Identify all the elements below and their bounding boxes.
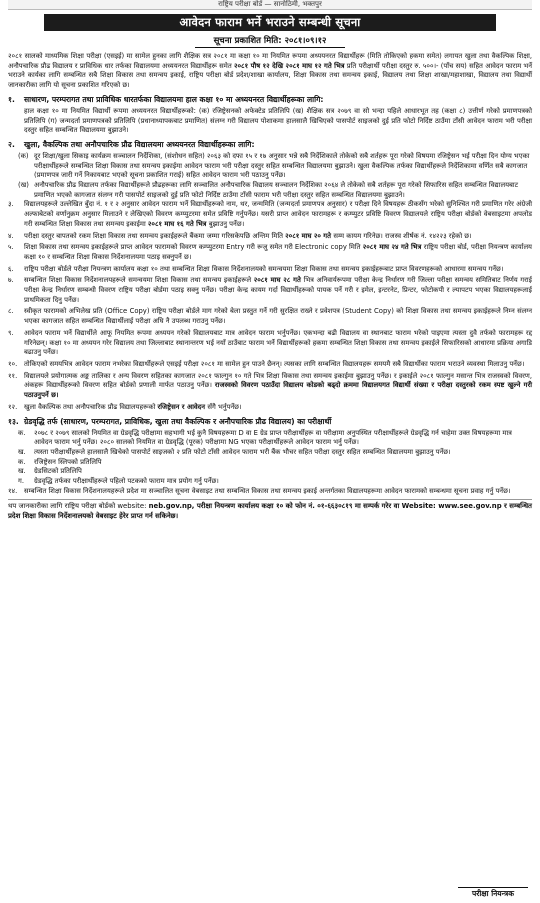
- subitem: [18, 181, 532, 200]
- section-subitems: [8, 152, 532, 201]
- section-body: आवेदन फाराम भर्ने विद्यार्थीले आफू नियमित रूपमा अध्ययन गरेको विद्यालयबाट मात्र आवेदन फाराम भर्नुपर्नेछ। एकभन्दा बढी विद्यालय वा स्थानबाट फाराम भरेको पाइएमा त्यस्ता दुवै तर्फको फारामहरू रद्द गरिनेछन्। कक्षा १० मा अध्ययन गरेर विद्यालय तथा जिल्लाबाट स्थानान्तरण भई नयाँ ठाउँबाट फाराम भर्ने विद्यार्थीहरूको हकमा सम्बन्धित शिक्षा विकास तथा समन्वय इकाईले सिफारिसको आधारमा प्रक्रिया अगाडि बढाउनु पर्नेछ।: [24, 328, 532, 357]
- section-text: [24, 487, 532, 497]
- section-body-2: सम्म कायम गरिनेछ। राजस्व शीर्षक नं. १४२२३ रहेको छ।: [333, 231, 472, 240]
- section-highlight: २०८१ माघ १६ गते भित्र: [147, 219, 209, 228]
- section-text: [24, 307, 532, 326]
- subitem-key: क.: [18, 428, 26, 437]
- section-text: [24, 200, 532, 229]
- subitem-key: ख.: [18, 447, 26, 456]
- subitem: [18, 477, 532, 487]
- subitem: [18, 448, 532, 458]
- footer-note: [8, 499, 532, 522]
- section-text: [24, 276, 532, 305]
- section-body: राष्ट्रिय परीक्षा बोर्डले परीक्षा नियन्त्रण कार्यालय कक्षा १० तथा सम्बन्धित शिक्षा विकास निर्देशनालयको समन्वयमा शिक्षा विकास तथा समन्वय इकाईहरूबाट प्राप्त विवरणहरूको आधारमा समन्वय गर्नेछ।: [24, 264, 504, 273]
- section-body-2: राष्ट्रिय परीक्षा बोर्ड, परीक्षा नियन्त्रण कार्यालय कक्षा १० र सम्बन्धित शिक्षा विकास निर्देशनालयमा पठाइ सक्नुपर्ने छ।: [24, 243, 532, 261]
- publish-date: सूचना प्रकाशित मिति: २०८१।०९।१२: [195, 35, 345, 48]
- section-number: ३.: [8, 200, 14, 209]
- section-number: १२.: [8, 402, 18, 411]
- section-body: तोकिएको समयभित्र आवेदन फाराम नभरेका विद्यार्थीहरूले एसइई परीक्षा २०८१ मा सामेल हुन पाउने छैनन्। त्यसका लागि सम्बन्धित विद्यालयहरू समयमै सबै विद्यार्थीका फाराम भराउने व्यवस्था मिलाउनु पर्नेछ।: [24, 359, 525, 368]
- subitem: [18, 458, 532, 468]
- section-text: [24, 360, 532, 370]
- subitem-text: रजिष्ट्रेसन स्लिपको प्रतिलिपि: [34, 457, 102, 466]
- section-body: विद्यालयले प्रयोगात्मक अङ्क तालिका र अन्य विवरण सहितका कागजात २०८१ फाल्गुन १० गते भित्र शिक्षा विकास तथा समन्वय इकाईमा बुझाउनु पर्नेछ। र इकाईले २०८१ फाल्गुन मसान्त भित्र राजस्वको विवरण, अंकहरू विद्यार्थीहरूको विवरण सहित बोर्डको प्रणाली मार्फत पठाउनु पर्नेछ।: [24, 371, 532, 390]
- section-heading-text: साधारण, परम्परागत तथा प्राविधिक धारतर्फका विद्यालयमा हाल कक्षा १० मा अध्ययनरत विद्यार्थीहरूका लागि:: [24, 94, 324, 104]
- section-highlight: २०८१ माघ २४ गते भित्र: [362, 243, 424, 252]
- section-text: [24, 107, 532, 136]
- subitem-key: ख.: [18, 467, 26, 476]
- footer-contact: neb.gov.np, परीक्षा नियन्त्रण कार्यालय कक्षा १० को फोन नं. ०१-६६३०८१९ मा सम्पर्क गरेर वा Website: www.see.gov.np र सम्बन्धित प्रदेश शिक्षा विकास निर्देशनालयको वेबसाइट हेरेर प्राप्त गर्न सकिनेछ।: [8, 502, 532, 521]
- section-item: [8, 403, 532, 413]
- section-heading: [8, 417, 532, 427]
- signature-title: परीक्षा नियन्त्रक: [458, 887, 528, 899]
- section-body-2: भित्र अनिवार्यरूपमा परीक्षा केन्द्र निर्धारण गरी जिल्ला परीक्षा समन्वय समितिबाट निर्णय गराई परीक्षा केन्द्र निर्धारण सम्बन्धी विवरण राष्ट्रिय परीक्षा बोर्डमा पठाइ सक्नु पर्नेछ। परीक्षा केन्द्र कायम गर्दा विद्यार्थीहरूको पायक पर्ने गरी र इमेल, इन्टरनेट, प्रिन्टर, फोटोकपी र ल्यापटप भएका विद्यालयहरूलाई प्राथमिकता दिनु पर्नेछ।: [24, 276, 532, 304]
- section-text: [24, 232, 532, 242]
- subitem-text: ग्रेडसिटको प्रतिलिपि: [34, 467, 82, 476]
- section-heading: [8, 95, 532, 105]
- section-body-2: सँगै भर्नुपर्नेछ।: [207, 402, 242, 411]
- section-number: ८.: [8, 307, 14, 316]
- section-item: [8, 329, 532, 358]
- section-item: [8, 107, 532, 136]
- section-body: परीक्षा दस्तुर बापतको रकम शिक्षा विकास तथा समन्वय इकाईहरूले बैंकमा जम्मा गरिसकेपछि अन्तिम मिति: [24, 231, 286, 240]
- section-subitems: [8, 429, 532, 487]
- section-number: १.: [8, 94, 15, 104]
- section-highlight: २०८१ माघ २८ गते: [253, 276, 304, 285]
- section-body: स्वीकृत फारामको अभिलेख प्रति (Office Copy) राष्ट्रिय परीक्षा बोर्डले माग गरेको बेला प्रस्तुत गर्ने गरी सुरक्षित राख्ने र प्रवेशपत्र (Student Copy) को शिक्षा विकास तथा समन्वय इकाईहरूले निम्न संलग्न भएका कागजात सहित सम्बन्धित विद्यार्थीलाई परीक्षा अघि नै उपलब्ध गराउनु पर्नेछ।: [24, 307, 532, 326]
- subitem-text: २०७८ र २०७९ सालको नियमित वा ग्रेडवृद्धि परीक्षामा सहभागी भई कुनै विषयहरूमा D वा E ग्रेड प्राप्त परीक्षार्थीहरू वा परीक्षामा अनुपस्थित परीक्षार्थीहरूले ग्रेडवृद्धि गर्न चाहेमा उक्त विषयहरूमा मात्र आवेदन फाराम भर्नु पर्नेछ। २०८० सालको नियमित वा ग्रेडवृद्धि (पूरक) परीक्षामा NG भएका परीक्षार्थीहरूले आवेदन फाराम भर्नु पर्नेछ।: [34, 428, 512, 447]
- section-body: विद्यालयहरूले उल्लेखित बुँदा नं. १ र २ अनुसार आवेदन फाराम भर्ने विद्यार्थीहरूको नाम, थर, जन्ममिति (जन्मदर्ता प्रमाणपत्र अनुसार) र परीक्षा दिने विषयहरू ठीकसँग भरेको सुनिश्चित गरी प्रमाणित गरेर अंग्रेजी अल्फाबेटको वर्णानुक्रम अनुसार मिलाउने र लेखिएको विवरण कम्प्युटरमा समेत प्रविष्टि गर्नुपर्नेछ। यसरी प्राप्त आवेदन फारामहरू र कम्प्युटर प्रविष्टि विवरण विद्यालयले राष्ट्रिय परीक्षा बोर्डको वेबसाइटमा अपलोड गरी सम्बन्धित शिक्षा विकास तथा समन्वय इकाईमा: [24, 200, 532, 228]
- section-heading-text: ग्रेडवृद्धि तर्फ (साधारण, परम्परागत, प्राविधिक, खुला तथा वैकल्पिक र अनौपचारिक प्रौढ विद्यालय) का परीक्षार्थी: [24, 416, 332, 426]
- subitem-text: अनौपचारिक प्रौढ विद्यालय तर्फका विद्यार्थीहरूले प्रौढहरूका लागि सञ्चालित अनौपचारिक विद्यालय सञ्चालन निर्देशिका २०६४ ले तोकेको सबै शर्तहरू पूरा गरेको सिफारिस सहित सम्बन्धित विद्यालयबाट प्रमाणित भएको कागजात संलग्न गरी पासपोर्ट साइजको दुई प्रति फोटो निर्दिष्ट ठाउँमा टाँसी फाराम भरी परीक्षा दस्तुर सहित सम्बन्धित विद्यालयमा बुझाउने।: [34, 181, 519, 199]
- section-number: १०.: [8, 359, 18, 368]
- notice-title: आवेदन फाराम भर्ने भराउने सम्बन्धी सूचना: [44, 14, 496, 31]
- section-number: ५.: [8, 243, 14, 252]
- subitem-key: क.: [18, 457, 26, 466]
- section-highlight: रजिष्ट्रेसन र आवेदन: [157, 402, 208, 411]
- section-heading-text: खुला, वैकल्पिक तथा अनौपचारिक प्रौढ विद्यालयमा अध्ययनरत विद्यार्थीहरूका लागि:: [24, 139, 255, 149]
- subitem: [18, 467, 532, 477]
- subitem-text: ग्रेडवृद्धि तर्फका परीक्षार्थीहरूले पहिलो पटकको फाराम मात्र प्रयोग गर्नु पर्नेछ।: [34, 477, 219, 486]
- subitem-key: ग.: [18, 477, 24, 486]
- section-item: [8, 276, 532, 305]
- section-text: [24, 329, 532, 358]
- intro-text-2: प्रति परीक्षार्थी परीक्षा दस्तुर रु. ५००।- (पाँच सय) सहित आवेदन फाराम भर्ने भराउने कार्यका लागि सम्बन्धित सबै शिक्षा विकास तथा समन्वय इकाई, राष्ट्रिय परीक्षा बोर्ड प्रदेश/शाखा कार्यालय, शिक्षा विकास तथा समन्वय इकाई, विद्यालय तथा शिक्षा शाखा/महाशाखा, विद्यालय तथा विद्यार्थी जानकारीका लागि यो सूचना प्रकाशित गरिएको छ।: [8, 61, 532, 90]
- section-item: [8, 200, 532, 229]
- section-body: शिक्षा विकास तथा समन्वय इकाईहरूले प्राप्त आवेदन फारामको विवरण कम्प्युटरमा Entry गरी रूजु समेत गरी Electronic copy मिति: [24, 243, 363, 252]
- top-cut-text: राष्ट्रिय परीक्षा बोर्ड — सानोठिमी, भक्तपुर: [8, 0, 532, 10]
- notice-sections: [8, 95, 532, 497]
- section-item: [8, 372, 532, 401]
- section-body-2: बुझाउनु पर्नेछ।: [208, 219, 245, 228]
- section-number: २.: [8, 139, 15, 149]
- section-number: [8, 107, 24, 136]
- section-item: [8, 232, 532, 242]
- section-number: ७.: [8, 276, 14, 285]
- footer-text: थप जानकारीका लागि राष्ट्रिय परीक्षा बोर्डको website:: [8, 502, 147, 511]
- intro-paragraph: [8, 52, 532, 91]
- section-body: हाल कक्षा १० मा नियमित विद्यार्थी रूपमा अध्ययनरत विद्यार्थीहरूको: (क) रजिष्ट्रेसनको अफेक्टेड प्रतिलिपि (ख) शैक्षिक सत्र २०७९ वा सो भन्दा पहिले आधारभूत तह (कक्षा ८) उत्तीर्ण गरेको प्रमाणपत्रको प्रतिलिपि (ग) जन्मदर्ता प्रमाणपत्रको प्रतिलिपि (प्रधानाध्यापकबाट प्रमाणित) संलग्न गरी विद्यालय पोशाकमा हालसालै खिचिएको पासपोर्ट साइजको दुई प्रति फोटो निर्दिष्ट ठाउँमा टाँसी आवेदन फाराम भरी परीक्षा दस्तुर सहित सम्बन्धित विद्यालयमा बुझाउने।: [24, 106, 532, 135]
- intro-bold: २०८१ पौष १२ देखि २०८१ माघ १२ गते भित्र: [233, 61, 345, 70]
- subitem: [18, 429, 532, 448]
- section-item: [8, 487, 532, 497]
- subitem-text: त्यस्ता परीक्षार्थीहरूले हालसालै खिचेको पासपोर्ट साइजको २ प्रति फोटो टाँसी आवेदन फाराम भरी बैंक भौचर सहित परीक्षा दस्तुर सहित सम्बन्धित विद्यालयमा बुझाउनु पर्नेछ।: [34, 447, 451, 456]
- section-highlight: राजस्वको विवरण पठाउँदा विद्यालय कोडको बढ्दो क्रममा विद्यालयगत विद्यार्थी संख्या र परीक्षा दस्तुरको रकम स्पष्ट खुल्ने गरी पठाउनुपर्ने छ।: [24, 381, 532, 400]
- subitem-key: (क): [18, 151, 29, 160]
- section-text: [24, 403, 532, 413]
- subitem: [18, 152, 532, 181]
- section-text: [24, 372, 532, 401]
- section-text: [24, 243, 532, 262]
- section-highlight: २०८१ माघ २० गते: [285, 231, 334, 240]
- section-body: सम्बन्धित शिक्षा विकास निर्देशनालयहरूले समन्वयमा शिक्षा विकास तथा समन्वय इकाईहरूले: [24, 276, 254, 285]
- section-item: [8, 307, 532, 326]
- section-number: १४.: [8, 486, 18, 495]
- section-body: सम्बन्धित शिक्षा विकास निर्देशनालयहरूले प्रदेश मा सञ्चालित सूचना वेबसाइट तथा सम्बन्धित विकास तथा समन्वय इकाई अन्तर्गतका विद्यालयहरूमा आवेदन फारामको सम्बन्धमा सूचना प्रवाह गर्नु पर्नेछ।: [24, 486, 511, 495]
- section-item: [8, 243, 532, 262]
- section-item: [8, 360, 532, 370]
- subitem-key: (ख): [18, 181, 29, 190]
- section-number: १३.: [8, 416, 19, 426]
- intro-text: २०८१ सालको माध्यमिक शिक्षा परीक्षा (एसइई) मा सामेल हुनका लागि शैक्षिक सत्र २०८१ मा कक्षा १० मा नियमित रूपमा अध्ययनरत विद्यार्थीहरू (मिति तोकिएको हकमा समेत) लगायत खुला तथा वैकल्पिक शिक्षा, अनौपचारिक प्रौढ विद्यालय र प्राविधिक धार तर्फका विद्यालयमा अध्ययनरत विद्यार्थीहरू समेत: [8, 52, 532, 70]
- subitem-text: दूर शिक्षा/खुला सिकाइ कार्यक्रम सञ्चालन निर्देशिका, (संशोधन सहित) २०६३ को दफा १५ र १७ अनुसार भन्ने सबै निर्देशिकाले तोकेको सबै शर्तहरू पूरा गरेको विषयमा रजिष्ट्रेसन भई परीक्षा दिन योग्य भएका परीक्षार्थीहरूले सम्बन्धित शिक्षा विकास तथा समन्वय इकाईमा आवेदन फाराम भरी परीक्षा दस्तुर सहित सम्बन्धित विद्यालयमा बुझाउने। खुला वैकल्पिक तर्फका विद्यार्थीहरूले निर्देशिकामा वर्णित सबै कागजात (प्रमाणपत्र जारी गर्ने निकायबाट भएको सूचना प्रकाशित गराई) सहित आवेदन फाराम भरी पठाउनु पर्नेछ।: [34, 151, 530, 180]
- section-body: खुला वैकल्पिक तथा अनौपचारिक प्रौढ विद्यालयहरूको: [24, 402, 158, 411]
- section-text: [24, 265, 532, 275]
- section-number: ११.: [8, 371, 18, 380]
- section-item: [8, 265, 532, 275]
- section-number: ६.: [8, 264, 14, 273]
- section-heading: [8, 140, 532, 150]
- section-number: ९.: [8, 328, 14, 337]
- section-number: ४.: [8, 231, 14, 240]
